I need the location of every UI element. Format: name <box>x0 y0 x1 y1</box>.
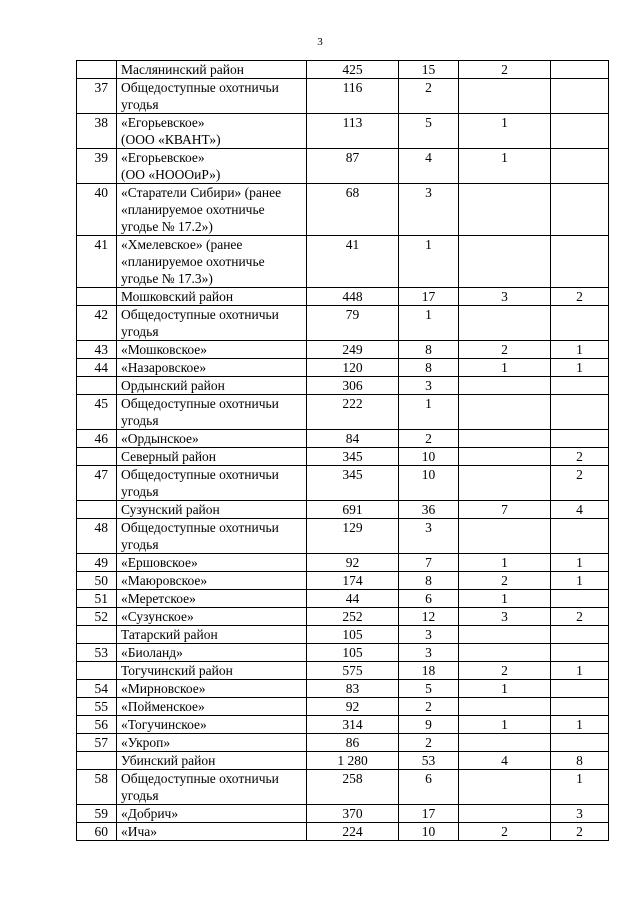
table-row <box>77 149 609 184</box>
hunting-ground-name-cell: Сузунский район <box>117 501 307 519</box>
value-cell-4 <box>551 519 609 554</box>
table-row <box>77 114 609 149</box>
value-cell-1: 345 <box>307 448 399 466</box>
value-cell-2: 12 <box>399 608 459 626</box>
value-cell-2: 10 <box>399 448 459 466</box>
value-cell-2: 3 <box>399 377 459 395</box>
value-cell-3 <box>459 184 551 236</box>
table-row <box>77 184 609 236</box>
value-cell-3: 1 <box>459 680 551 698</box>
table-row <box>77 770 609 805</box>
value-cell-2: 2 <box>399 430 459 448</box>
value-cell-3 <box>459 519 551 554</box>
table-row <box>77 430 609 448</box>
value-cell-2: 1 <box>399 395 459 430</box>
row-number-cell: 39 <box>77 149 117 184</box>
value-cell-4 <box>551 306 609 341</box>
value-cell-4: 1 <box>551 359 609 377</box>
value-cell-3: 1 <box>459 114 551 149</box>
table-row <box>77 341 609 359</box>
value-cell-1: 44 <box>307 590 399 608</box>
value-cell-1: 224 <box>307 823 399 841</box>
value-cell-4: 1 <box>551 341 609 359</box>
hunting-grounds-table <box>76 60 609 841</box>
row-number-cell: 56 <box>77 716 117 734</box>
value-cell-3: 2 <box>459 823 551 841</box>
value-cell-1: 252 <box>307 608 399 626</box>
hunting-ground-name-cell: «Егорьевское» (ОО «НОООиР») <box>117 149 307 184</box>
hunting-ground-name-cell: «Меретское» <box>117 590 307 608</box>
row-number-cell: 49 <box>77 554 117 572</box>
table-row <box>77 698 609 716</box>
hunting-ground-name-cell: «Маюровское» <box>117 572 307 590</box>
hunting-ground-name-cell: «Пойменское» <box>117 698 307 716</box>
value-cell-2: 5 <box>399 680 459 698</box>
value-cell-2: 17 <box>399 288 459 306</box>
row-number-cell: 52 <box>77 608 117 626</box>
row-number-cell: 47 <box>77 466 117 501</box>
row-number-cell <box>77 377 117 395</box>
value-cell-1: 83 <box>307 680 399 698</box>
row-number-cell: 58 <box>77 770 117 805</box>
value-cell-4 <box>551 114 609 149</box>
value-cell-1: 120 <box>307 359 399 377</box>
value-cell-2: 17 <box>399 805 459 823</box>
value-cell-3 <box>459 644 551 662</box>
value-cell-4 <box>551 61 609 79</box>
value-cell-3: 2 <box>459 662 551 680</box>
value-cell-2: 10 <box>399 823 459 841</box>
value-cell-2: 4 <box>399 149 459 184</box>
value-cell-1: 249 <box>307 341 399 359</box>
value-cell-1: 113 <box>307 114 399 149</box>
value-cell-4 <box>551 79 609 114</box>
value-cell-2: 3 <box>399 626 459 644</box>
row-number-cell: 59 <box>77 805 117 823</box>
hunting-ground-name-cell: Северный район <box>117 448 307 466</box>
hunting-ground-name-cell: «Хмелевское» (ранее «планируемое охотничье угодье № 17.3») <box>117 236 307 288</box>
value-cell-1: 306 <box>307 377 399 395</box>
table-row <box>77 716 609 734</box>
value-cell-2: 10 <box>399 466 459 501</box>
hunting-ground-name-cell: «Ича» <box>117 823 307 841</box>
table-body <box>77 61 609 841</box>
value-cell-1: 448 <box>307 288 399 306</box>
value-cell-4 <box>551 395 609 430</box>
value-cell-1: 258 <box>307 770 399 805</box>
row-number-cell: 37 <box>77 79 117 114</box>
value-cell-4 <box>551 644 609 662</box>
table-row <box>77 805 609 823</box>
row-number-cell <box>77 501 117 519</box>
value-cell-1: 79 <box>307 306 399 341</box>
table-row <box>77 466 609 501</box>
value-cell-4 <box>551 626 609 644</box>
table-row <box>77 236 609 288</box>
value-cell-2: 15 <box>399 61 459 79</box>
row-number-cell <box>77 61 117 79</box>
value-cell-3: 1 <box>459 590 551 608</box>
hunting-ground-name-cell: «Ордынское» <box>117 430 307 448</box>
region-row <box>77 448 609 466</box>
row-number-cell <box>77 662 117 680</box>
hunting-ground-name-cell: «Тогучинское» <box>117 716 307 734</box>
value-cell-4 <box>551 698 609 716</box>
value-cell-3 <box>459 377 551 395</box>
table-row <box>77 608 609 626</box>
value-cell-1: 105 <box>307 644 399 662</box>
hunting-ground-name-cell: «Старатели Сибири» (ранее «планируемое охотничье угодье № 17.2») <box>117 184 307 236</box>
table-row <box>77 306 609 341</box>
row-number-cell: 48 <box>77 519 117 554</box>
hunting-ground-name-cell: «Мошковское» <box>117 341 307 359</box>
value-cell-2: 8 <box>399 341 459 359</box>
row-number-cell: 60 <box>77 823 117 841</box>
hunting-ground-name-cell: Маслянинский район <box>117 61 307 79</box>
page-number: 3 <box>317 36 323 48</box>
hunting-ground-name-cell: «Егорьевское» (ООО «КВАНТ») <box>117 114 307 149</box>
value-cell-3 <box>459 805 551 823</box>
row-number-cell: 55 <box>77 698 117 716</box>
hunting-ground-name-cell: Убинский район <box>117 752 307 770</box>
region-row <box>77 61 609 79</box>
value-cell-2: 9 <box>399 716 459 734</box>
value-cell-4 <box>551 734 609 752</box>
value-cell-2: 6 <box>399 590 459 608</box>
value-cell-3: 7 <box>459 501 551 519</box>
value-cell-4: 2 <box>551 448 609 466</box>
value-cell-3: 3 <box>459 288 551 306</box>
hunting-ground-name-cell: Мошковский район <box>117 288 307 306</box>
table-row <box>77 554 609 572</box>
value-cell-4 <box>551 680 609 698</box>
value-cell-3: 4 <box>459 752 551 770</box>
value-cell-2: 1 <box>399 236 459 288</box>
value-cell-1: 41 <box>307 236 399 288</box>
hunting-ground-name-cell: Ордынский район <box>117 377 307 395</box>
hunting-ground-name-cell: «Ершовское» <box>117 554 307 572</box>
value-cell-4: 2 <box>551 823 609 841</box>
region-row <box>77 752 609 770</box>
hunting-ground-name-cell: Общедоступные охотничьи угодья <box>117 79 307 114</box>
value-cell-3: 2 <box>459 61 551 79</box>
value-cell-2: 3 <box>399 644 459 662</box>
table-row <box>77 79 609 114</box>
region-row <box>77 377 609 395</box>
value-cell-3 <box>459 734 551 752</box>
value-cell-3 <box>459 466 551 501</box>
hunting-ground-name-cell: Общедоступные охотничьи угодья <box>117 306 307 341</box>
hunting-ground-name-cell: «Укроп» <box>117 734 307 752</box>
value-cell-4 <box>551 236 609 288</box>
value-cell-1: 222 <box>307 395 399 430</box>
value-cell-2: 53 <box>399 752 459 770</box>
value-cell-2: 7 <box>399 554 459 572</box>
table-row <box>77 590 609 608</box>
value-cell-3 <box>459 236 551 288</box>
value-cell-1: 174 <box>307 572 399 590</box>
value-cell-4 <box>551 590 609 608</box>
table-row <box>77 519 609 554</box>
region-row <box>77 662 609 680</box>
hunting-ground-name-cell: Тогучинский район <box>117 662 307 680</box>
row-number-cell: 57 <box>77 734 117 752</box>
value-cell-3 <box>459 448 551 466</box>
value-cell-2: 1 <box>399 306 459 341</box>
value-cell-2: 2 <box>399 734 459 752</box>
value-cell-1: 370 <box>307 805 399 823</box>
hunting-ground-name-cell: «Биоланд» <box>117 644 307 662</box>
value-cell-4 <box>551 430 609 448</box>
value-cell-3: 1 <box>459 716 551 734</box>
value-cell-3 <box>459 698 551 716</box>
value-cell-2: 8 <box>399 572 459 590</box>
table-row <box>77 644 609 662</box>
value-cell-4 <box>551 377 609 395</box>
table-row <box>77 823 609 841</box>
value-cell-3: 2 <box>459 341 551 359</box>
hunting-ground-name-cell: «Добрич» <box>117 805 307 823</box>
value-cell-2: 2 <box>399 698 459 716</box>
value-cell-1: 68 <box>307 184 399 236</box>
value-cell-4: 1 <box>551 716 609 734</box>
table-row <box>77 395 609 430</box>
value-cell-3 <box>459 770 551 805</box>
value-cell-4: 1 <box>551 554 609 572</box>
value-cell-4: 1 <box>551 770 609 805</box>
row-number-cell <box>77 448 117 466</box>
row-number-cell: 45 <box>77 395 117 430</box>
value-cell-1: 86 <box>307 734 399 752</box>
value-cell-4: 2 <box>551 466 609 501</box>
value-cell-4: 2 <box>551 288 609 306</box>
value-cell-4: 8 <box>551 752 609 770</box>
value-cell-2: 3 <box>399 184 459 236</box>
value-cell-1: 87 <box>307 149 399 184</box>
value-cell-3 <box>459 430 551 448</box>
value-cell-3: 1 <box>459 554 551 572</box>
value-cell-4: 1 <box>551 572 609 590</box>
value-cell-2: 2 <box>399 79 459 114</box>
value-cell-1: 691 <box>307 501 399 519</box>
value-cell-1: 314 <box>307 716 399 734</box>
row-number-cell: 50 <box>77 572 117 590</box>
hunting-ground-name-cell: Общедоступные охотничьи угодья <box>117 770 307 805</box>
row-number-cell: 38 <box>77 114 117 149</box>
row-number-cell: 40 <box>77 184 117 236</box>
hunting-ground-name-cell: Общедоступные охотничьи угодья <box>117 519 307 554</box>
value-cell-1: 575 <box>307 662 399 680</box>
value-cell-4: 3 <box>551 805 609 823</box>
row-number-cell: 42 <box>77 306 117 341</box>
row-number-cell <box>77 626 117 644</box>
value-cell-3: 1 <box>459 359 551 377</box>
row-number-cell: 43 <box>77 341 117 359</box>
row-number-cell: 54 <box>77 680 117 698</box>
hunting-ground-name-cell: «Назаровское» <box>117 359 307 377</box>
row-number-cell: 44 <box>77 359 117 377</box>
value-cell-1: 116 <box>307 79 399 114</box>
table-row <box>77 680 609 698</box>
hunting-ground-name-cell: Татарский район <box>117 626 307 644</box>
value-cell-2: 6 <box>399 770 459 805</box>
value-cell-3: 1 <box>459 149 551 184</box>
value-cell-3: 2 <box>459 572 551 590</box>
value-cell-3 <box>459 306 551 341</box>
value-cell-4: 4 <box>551 501 609 519</box>
hunting-ground-name-cell: «Сузунское» <box>117 608 307 626</box>
row-number-cell: 46 <box>77 430 117 448</box>
value-cell-1: 425 <box>307 61 399 79</box>
value-cell-1: 1 280 <box>307 752 399 770</box>
value-cell-2: 3 <box>399 519 459 554</box>
row-number-cell: 51 <box>77 590 117 608</box>
row-number-cell <box>77 288 117 306</box>
value-cell-1: 92 <box>307 554 399 572</box>
hunting-ground-name-cell: «Мирновское» <box>117 680 307 698</box>
table-row <box>77 359 609 377</box>
row-number-cell: 41 <box>77 236 117 288</box>
value-cell-1: 105 <box>307 626 399 644</box>
value-cell-4 <box>551 184 609 236</box>
value-cell-1: 129 <box>307 519 399 554</box>
value-cell-2: 8 <box>399 359 459 377</box>
row-number-cell <box>77 752 117 770</box>
value-cell-1: 92 <box>307 698 399 716</box>
value-cell-4: 1 <box>551 662 609 680</box>
value-cell-2: 5 <box>399 114 459 149</box>
region-row <box>77 288 609 306</box>
region-row <box>77 626 609 644</box>
row-number-cell: 53 <box>77 644 117 662</box>
value-cell-3 <box>459 626 551 644</box>
value-cell-1: 345 <box>307 466 399 501</box>
value-cell-3: 3 <box>459 608 551 626</box>
value-cell-4 <box>551 149 609 184</box>
value-cell-3 <box>459 79 551 114</box>
table-row <box>77 734 609 752</box>
value-cell-1: 84 <box>307 430 399 448</box>
hunting-ground-name-cell: Общедоступные охотничьи угодья <box>117 466 307 501</box>
value-cell-4: 2 <box>551 608 609 626</box>
value-cell-2: 18 <box>399 662 459 680</box>
hunting-ground-name-cell: Общедоступные охотничьи угодья <box>117 395 307 430</box>
value-cell-2: 36 <box>399 501 459 519</box>
table-row <box>77 572 609 590</box>
value-cell-3 <box>459 395 551 430</box>
region-row <box>77 501 609 519</box>
